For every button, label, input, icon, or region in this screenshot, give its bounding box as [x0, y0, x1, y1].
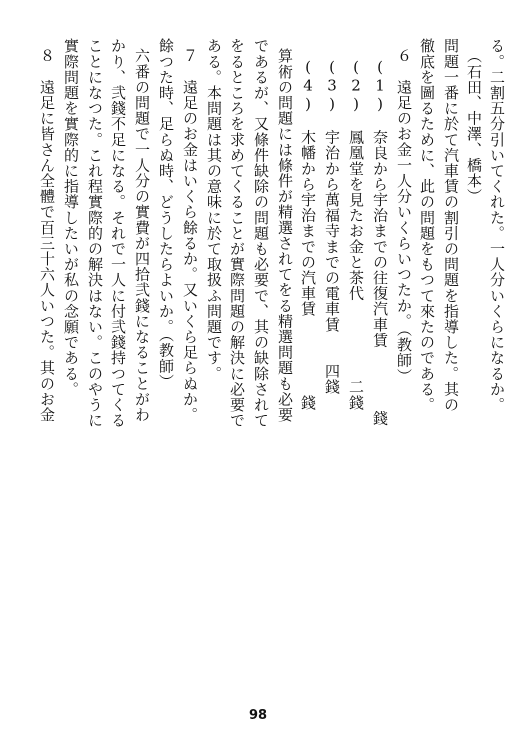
text-column: 六番の問題で一人分の實費が四拾弐錢になることがわ — [133, 48, 151, 423]
text-column: (3) 宇治から萬福寺までの電車賃 四錢 — [323, 58, 341, 395]
text-column: （石田、中澤、橋本） — [465, 48, 483, 204]
text-column: (2) 鳳凰堂を見たお金と茶代 二錢 — [347, 58, 365, 411]
text-column: 徹底を圖るために、此の問題をもつて來たのである。 — [418, 38, 436, 413]
text-column: ことになつた。これ程實際的の解決はない。このやうに — [86, 38, 104, 428]
text-column: ６ 遠足のお金一人分いくらいつたか。（教師） — [395, 48, 413, 384]
text-column: であるが、又條件缺除の問題も必要で、其の缺除されて — [252, 38, 270, 428]
text-column: ある。本問題は其の意味に於て取扱ふ問題です。 — [205, 38, 223, 382]
text-column: (1) 奈良から宇治までの往復汽車賃 錢 — [371, 58, 389, 426]
text-column: 算術の問題には條件が精選されてをる精選問題も必要 — [276, 48, 294, 423]
text-column: 問題一番に於て汽車賃の割引の問題を指導した。其の — [442, 38, 460, 413]
text-column: る。二割五分引いてくれた。一人分いくらになるか。 — [488, 38, 506, 413]
page-number: 98 — [248, 708, 268, 723]
text-column: ７ 遠足のお金はいくら餘るか。又いくら足らぬか。 — [181, 48, 199, 423]
text-column: ８ 遠足に皆さん全體で百三十六人いつた。其のお金 — [38, 48, 56, 423]
text-column: かり、弐錢不足になる。それで一人に付弐錢持つてくる — [109, 38, 127, 428]
text-column: をるところを求めてくることが實際問題の解決に必要で — [228, 38, 246, 428]
text-column: (4) 木幡から宇治までの汽車賃 錢 — [299, 58, 317, 411]
text-column: 實際問題を實際的に指導したいが私の念願である。 — [62, 38, 80, 397]
text-column: 餘つた時、足らぬ時、どうしたらよいか。（教師） — [157, 38, 175, 390]
